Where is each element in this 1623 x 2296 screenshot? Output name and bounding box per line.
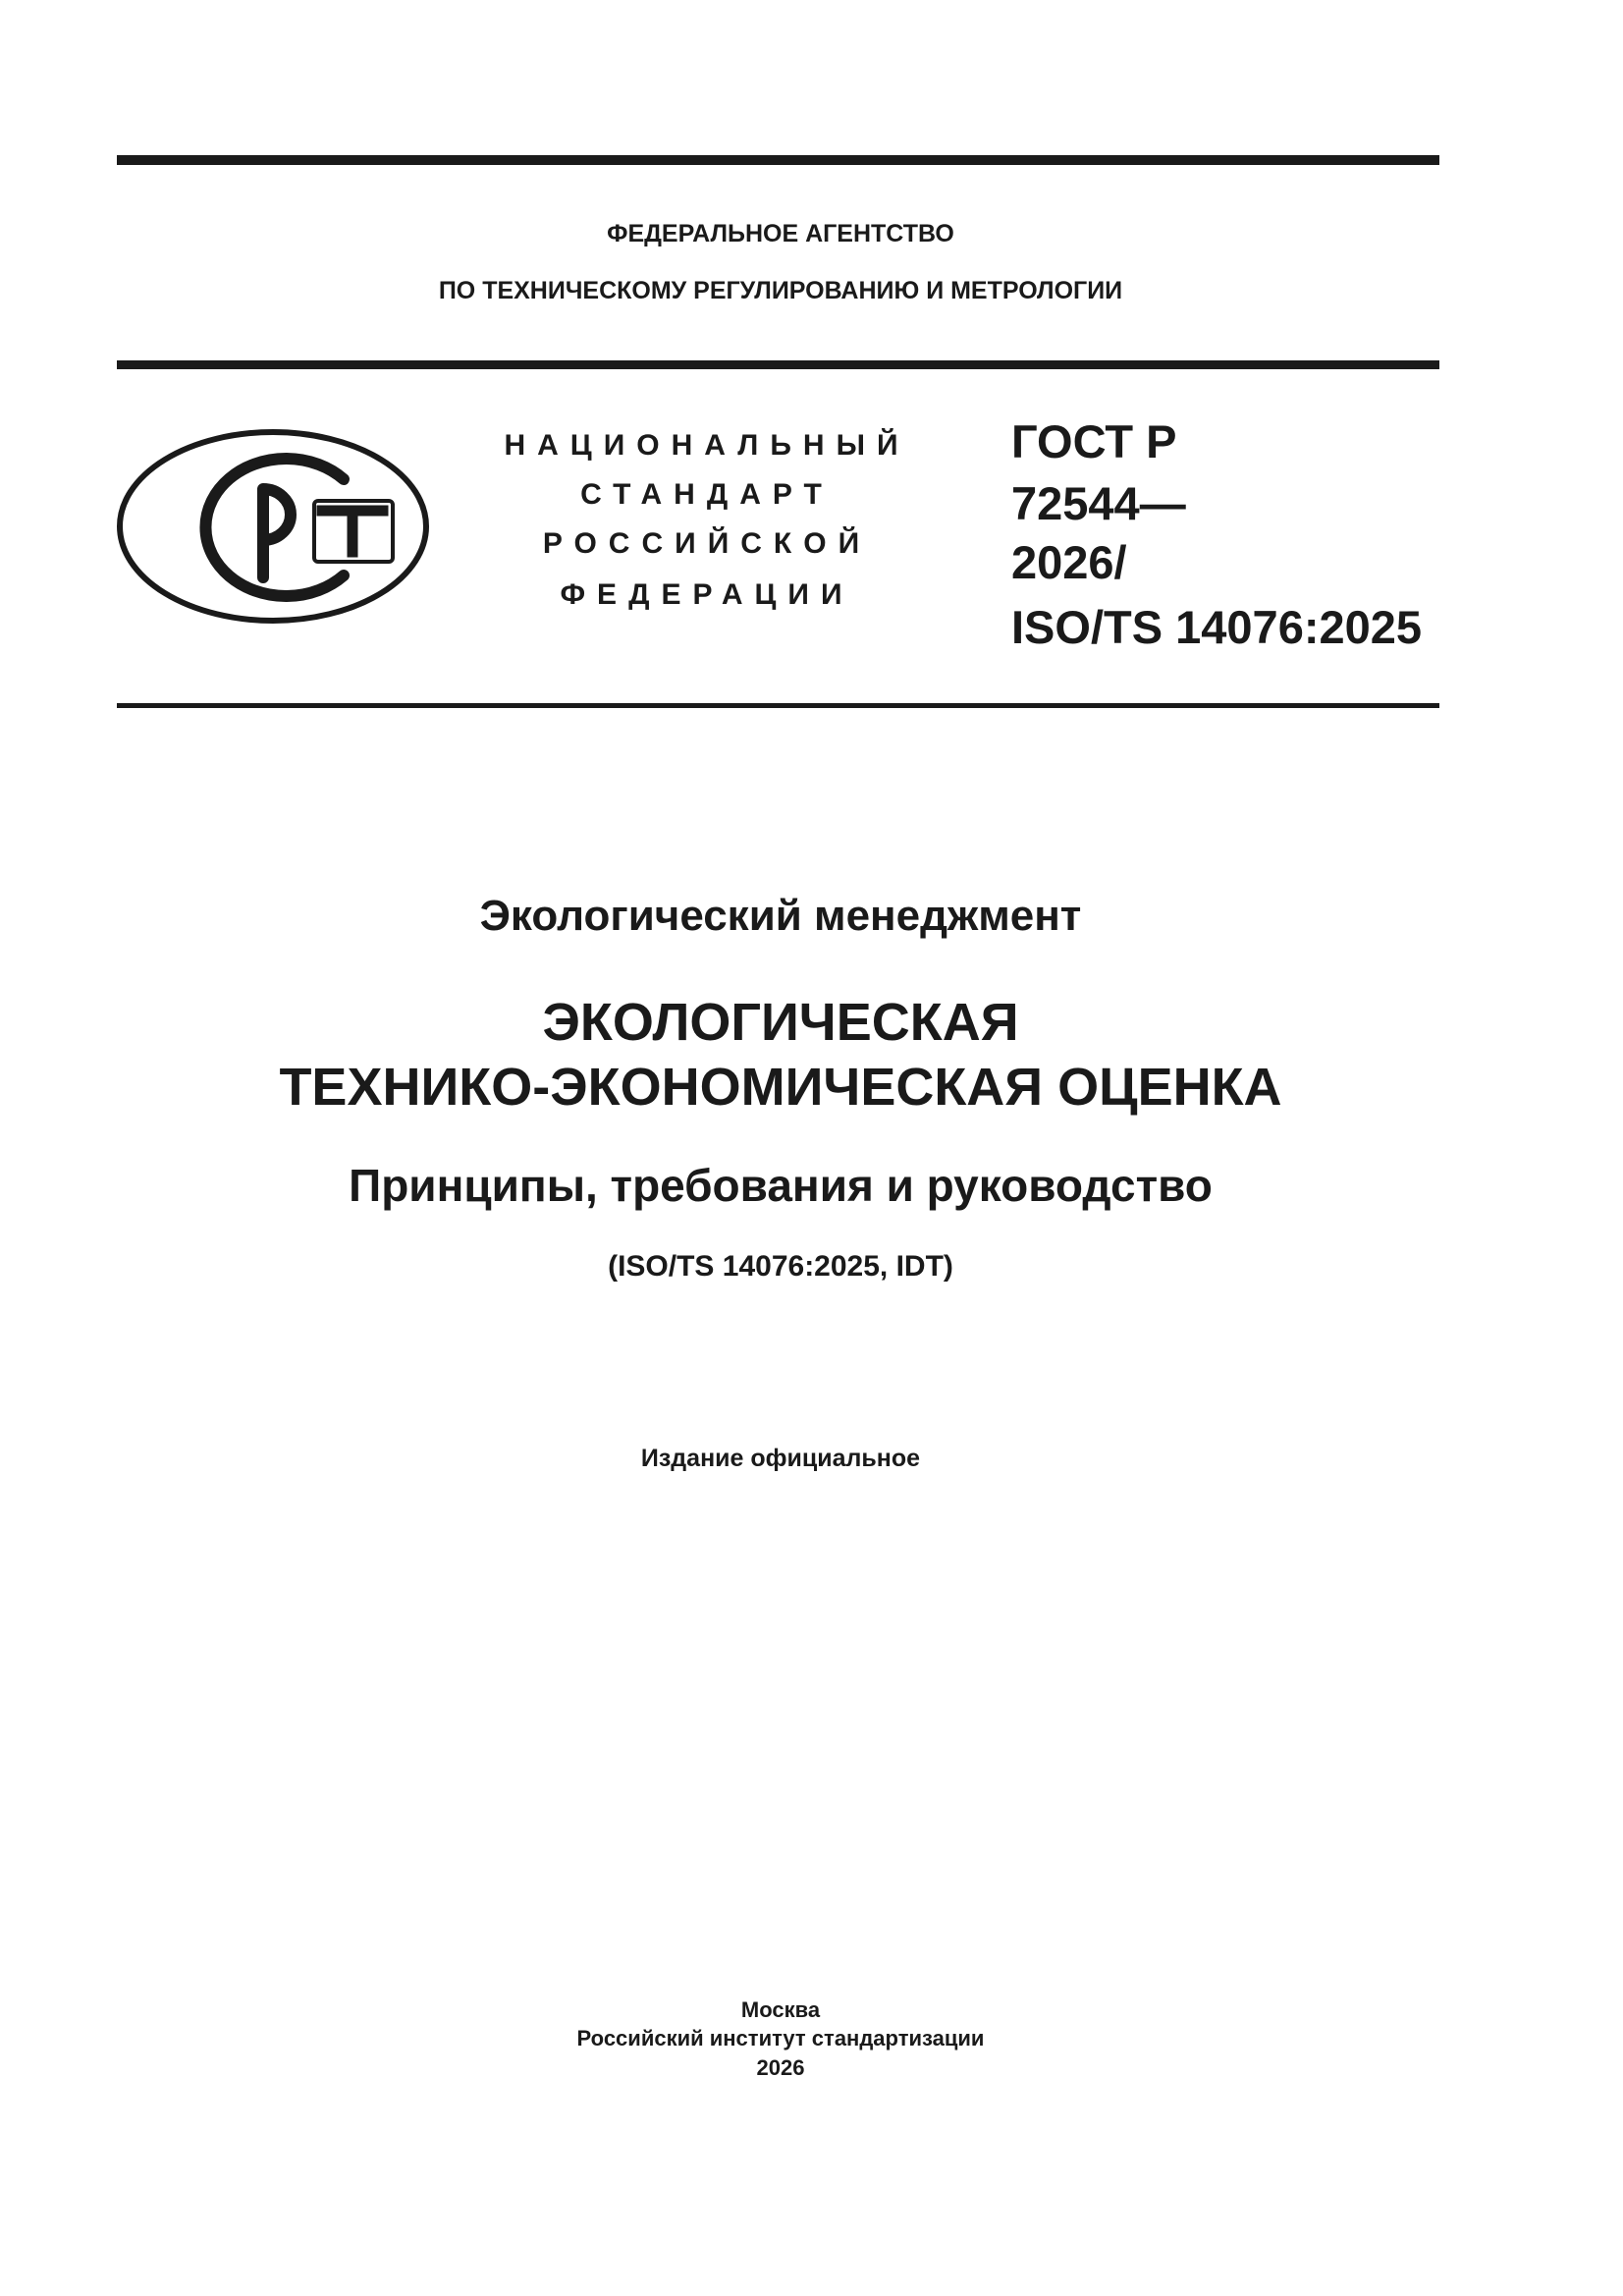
top-rule — [117, 155, 1439, 165]
designation-line-3: 2026/ — [1011, 536, 1127, 588]
bottom-rule — [117, 703, 1439, 708]
rst-certification-mark-icon — [116, 428, 430, 625]
designation-line-2: 72544— — [1011, 477, 1186, 529]
edition-note: Издание официальное — [640, 1445, 921, 1472]
national-standard-line-1: НАЦИОНАЛЬНЫЙ — [504, 429, 910, 462]
document-subtitle: Принципы, требования и руководство — [349, 1160, 1213, 1211]
document-subject: Экологический менеджмент — [479, 892, 1082, 940]
footer-city: Москва — [740, 1997, 821, 2022]
national-standard-line-2: СТАНДАРТ — [580, 478, 834, 511]
agency-line-1: ФЕДЕРАЛЬНОЕ АГЕНТСТВО — [607, 220, 954, 247]
national-standard-line-3: РОССИЙСКОЙ — [542, 527, 872, 560]
document-title-line-2: ТЕХНИКО-ЭКОНОМИЧЕСКАЯ ОЦЕНКА — [279, 1058, 1282, 1117]
designation-line-1: ГОСТ Р — [1011, 415, 1177, 467]
international-reference: (ISO/TS 14076:2025, IDT) — [608, 1250, 953, 1283]
national-standard-line-4: ФЕДЕРАЦИИ — [560, 578, 854, 611]
document-title-line-1: ЭКОЛОГИЧЕСКАЯ — [542, 993, 1019, 1052]
middle-rule — [117, 360, 1439, 369]
designation-line-4: ISO/TS 14076:2025 — [1011, 601, 1423, 653]
agency-line-2: ПО ТЕХНИЧЕСКОМУ РЕГУЛИРОВАНИЮ И МЕТРОЛОГИИ — [438, 277, 1123, 304]
footer-publisher: Российский институт стандартизации — [576, 2026, 985, 2050]
footer-year: 2026 — [756, 2055, 805, 2080]
